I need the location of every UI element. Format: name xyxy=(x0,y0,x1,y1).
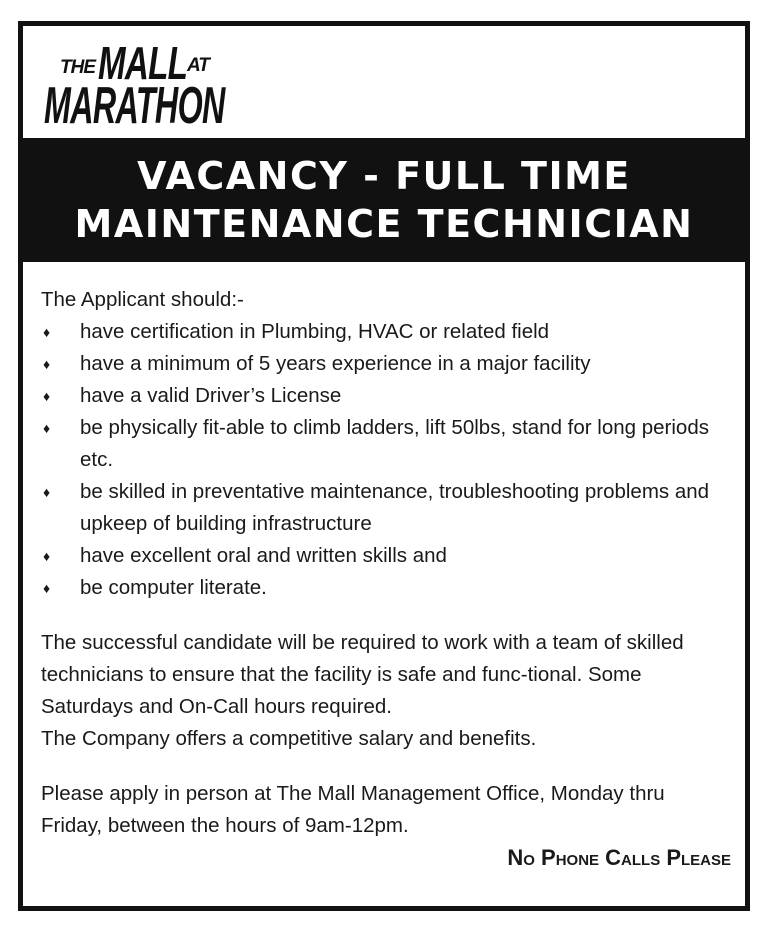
requirements-list xyxy=(41,316,731,604)
no-phone-calls-notice: No Phone Calls Please xyxy=(507,845,731,870)
requirement-item xyxy=(41,476,731,540)
logo-at: AT xyxy=(187,55,209,76)
requirement-item xyxy=(41,412,731,476)
requirement-text: be computer literate. xyxy=(80,576,267,599)
title-line-2: MAINTENANCE TECHNICIAN xyxy=(74,202,694,246)
requirement-text: be skilled in preventative maintenance, troubleshooting problems and upkeep of building infrastructure xyxy=(80,480,710,535)
requirement-item xyxy=(41,348,731,380)
requirement-item xyxy=(41,540,731,572)
benefits-paragraph: The Company offers a competitive salary and benefits. xyxy=(41,727,537,750)
duties-paragraph: The successful candidate will be required to work with a team of skilled technicians to ensure that the facility is safe and func-tional. Some Saturdays and On-Call hours required. xyxy=(41,631,684,718)
logo-the: THE xyxy=(60,57,95,78)
job-advert xyxy=(18,21,750,911)
diamond-bullet-icon: ♦ xyxy=(43,356,51,372)
diamond-bullet-icon: ♦ xyxy=(43,548,51,564)
requirement-item xyxy=(41,380,731,412)
logo-mall: MALL xyxy=(98,37,188,89)
title-line-1: VACANCY - FULL TIME xyxy=(137,154,631,198)
ad-body xyxy=(41,284,731,875)
mall-logo xyxy=(44,37,234,135)
requirement-item xyxy=(41,316,731,348)
requirement-text: have certification in Plumbing, HVAC or related field xyxy=(80,320,550,343)
diamond-bullet-icon: ♦ xyxy=(43,580,51,596)
requirement-text: have excellent oral and written skills and xyxy=(80,544,447,567)
diamond-bullet-icon: ♦ xyxy=(43,420,51,436)
requirement-item xyxy=(41,572,731,604)
title-banner xyxy=(23,138,745,262)
requirement-text: have a minimum of 5 years experience in a major facility xyxy=(80,352,591,375)
apply-paragraph: Please apply in person at The Mall Management Office, Monday thru Friday, between the hours of 9am-12pm. xyxy=(41,782,665,837)
requirement-text: have a valid Driver’s License xyxy=(80,384,342,407)
requirements-intro: The Applicant should:- xyxy=(41,288,244,311)
requirement-text: be physically fit-able to climb ladders, lift 50lbs, stand for long periods etc. xyxy=(80,416,709,471)
diamond-bullet-icon: ♦ xyxy=(43,324,51,340)
diamond-bullet-icon: ♦ xyxy=(43,388,51,404)
logo-marathon: MARATHON xyxy=(44,77,225,135)
diamond-bullet-icon: ♦ xyxy=(43,484,51,500)
